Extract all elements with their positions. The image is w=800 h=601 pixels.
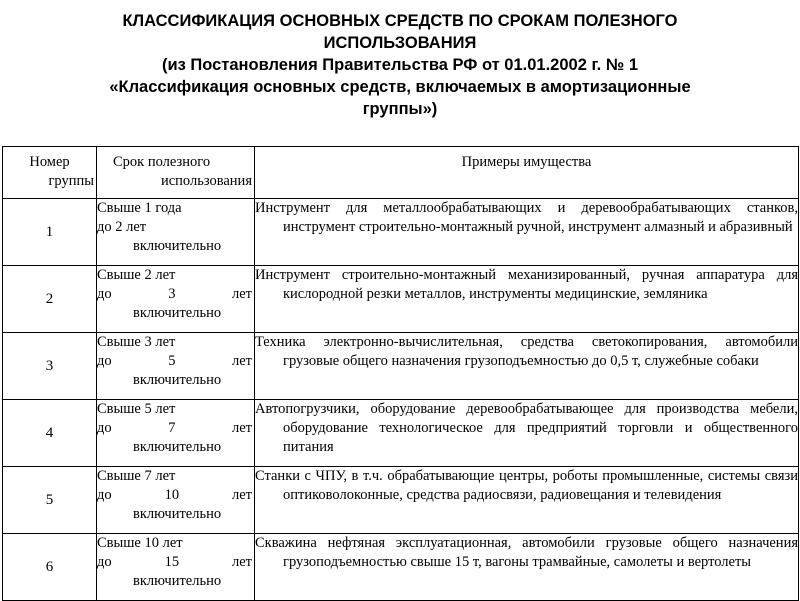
term-from: Свыше 7 лет (97, 468, 176, 484)
title-line-5: группы») (362, 100, 438, 118)
document-title (0, 10, 800, 120)
term-to-unit: лет (231, 420, 252, 436)
title-line-2: ИСПОЛЬЗОВАНИЯ (323, 34, 477, 52)
useful-life-cell (97, 266, 255, 333)
table-row (3, 534, 799, 601)
header-group-number (3, 147, 97, 199)
header-useful-life (97, 147, 255, 199)
group-number: 2 (45, 290, 54, 307)
title-line-4: «Классификация основных средств, включаемых в амортизационные (109, 78, 691, 96)
useful-life-cell (97, 467, 255, 534)
term-to-prefix: до (97, 487, 112, 503)
table-row (3, 467, 799, 534)
term-to (97, 486, 254, 505)
term-to (97, 419, 254, 438)
table-header-row (3, 147, 799, 199)
classification-table (2, 146, 799, 601)
examples-text: Автопогрузчики, оборудование деревообрабатывающее для производства мебели, оборудование технологическое для предприятий торговли и общественного питания (255, 401, 798, 455)
examples-text: Станки с ЧПУ, в т.ч. обрабатывающие центры, роботы промышленные, системы связи оптиковолоконные, средства радиосвязи, радиовещания и телевидения (255, 468, 798, 503)
title-line-3: (из Постановления Правительства РФ от 01.01.2002 г. № 1 (161, 56, 639, 74)
term-to-years: 7 (168, 420, 176, 436)
group-number: 4 (45, 424, 54, 441)
group-number-cell (3, 534, 97, 601)
useful-life-cell (97, 199, 255, 266)
group-number-cell (3, 467, 97, 534)
term-inclusive: включительно (133, 372, 222, 388)
examples-text: Инструмент для металлообрабатывающих и деревообрабатывающих станков, инструмент строительно-монтажный ручной, инструмент алмазный и абразивный (255, 200, 798, 235)
useful-life-cell (97, 400, 255, 467)
term-to (97, 218, 254, 237)
table-row (3, 266, 799, 333)
term-to (97, 285, 254, 304)
term-to-years: 15 (164, 554, 180, 570)
term-to-prefix: до (97, 286, 112, 302)
term-to-unit: лет (231, 487, 252, 503)
header-term-line-2: использования (160, 173, 252, 189)
useful-life-cell (97, 534, 255, 601)
group-number: 6 (45, 558, 54, 575)
table-row (3, 199, 799, 266)
header-group-line-2: группы (48, 173, 94, 189)
term-to-prefix: до (97, 554, 112, 570)
group-number: 5 (45, 491, 54, 508)
term-from: Свыше 5 лет (97, 401, 176, 417)
term-to-unit: лет (231, 554, 252, 570)
examples-cell (255, 333, 799, 400)
examples-cell (255, 534, 799, 601)
examples-cell (255, 400, 799, 467)
term-to-unit: лет (231, 353, 252, 369)
group-number-cell (3, 333, 97, 400)
examples-cell (255, 199, 799, 266)
term-to (97, 352, 254, 371)
group-number: 3 (45, 357, 54, 374)
useful-life-cell (97, 333, 255, 400)
group-number: 1 (45, 223, 54, 240)
title-line-1: КЛАССИФИКАЦИЯ ОСНОВНЫХ СРЕДСТВ ПО СРОКАМ ПОЛЕЗНОГО (122, 12, 678, 30)
term-inclusive: включительно (133, 506, 222, 522)
term-inclusive: включительно (133, 439, 222, 455)
term-from: Свыше 3 лет (97, 334, 176, 350)
group-number-cell (3, 199, 97, 266)
term-to-prefix: до (97, 353, 112, 369)
term-from: Свыше 10 лет (97, 535, 183, 551)
term-from: Свыше 1 года (97, 200, 182, 216)
table-row (3, 400, 799, 467)
table-row (3, 333, 799, 400)
examples-text: Скважина нефтяная эксплуатационная, автомобили грузовые общего назначения грузоподъемностью свыше 15 т, вагоны трамвайные, самолеты и вертолеты (255, 535, 798, 570)
examples-cell (255, 467, 799, 534)
term-to-prefix: до (97, 420, 112, 436)
header-examples: Примеры имущества (255, 147, 799, 199)
examples-text: Техника электронно-вычислительная, средства светокопирования, автомобили грузовые общего назначения грузоподъемностью до 0,5 т, служебные собаки (255, 334, 798, 369)
term-to-unit: лет (231, 286, 252, 302)
term-to-years: 3 (168, 286, 176, 302)
examples-cell (255, 266, 799, 333)
term-inclusive: включительно (133, 305, 222, 321)
term-to (97, 553, 254, 572)
group-number-cell (3, 400, 97, 467)
term-to-prefix: до 2 лет (97, 219, 147, 235)
group-number-cell (3, 266, 97, 333)
header-group-line-1: Номер (29, 154, 70, 170)
term-to-years: 5 (168, 353, 176, 369)
examples-text: Инструмент строительно-монтажный механизированный, ручная аппаратура для кислородной резки металлов, инструменты медицинские, земляника (255, 267, 798, 302)
term-inclusive: включительно (133, 238, 222, 254)
term-to-years: 10 (164, 487, 180, 503)
term-inclusive: включительно (133, 573, 222, 589)
term-from: Свыше 2 лет (97, 267, 176, 283)
header-term-line-1: Срок полезного (113, 154, 211, 170)
